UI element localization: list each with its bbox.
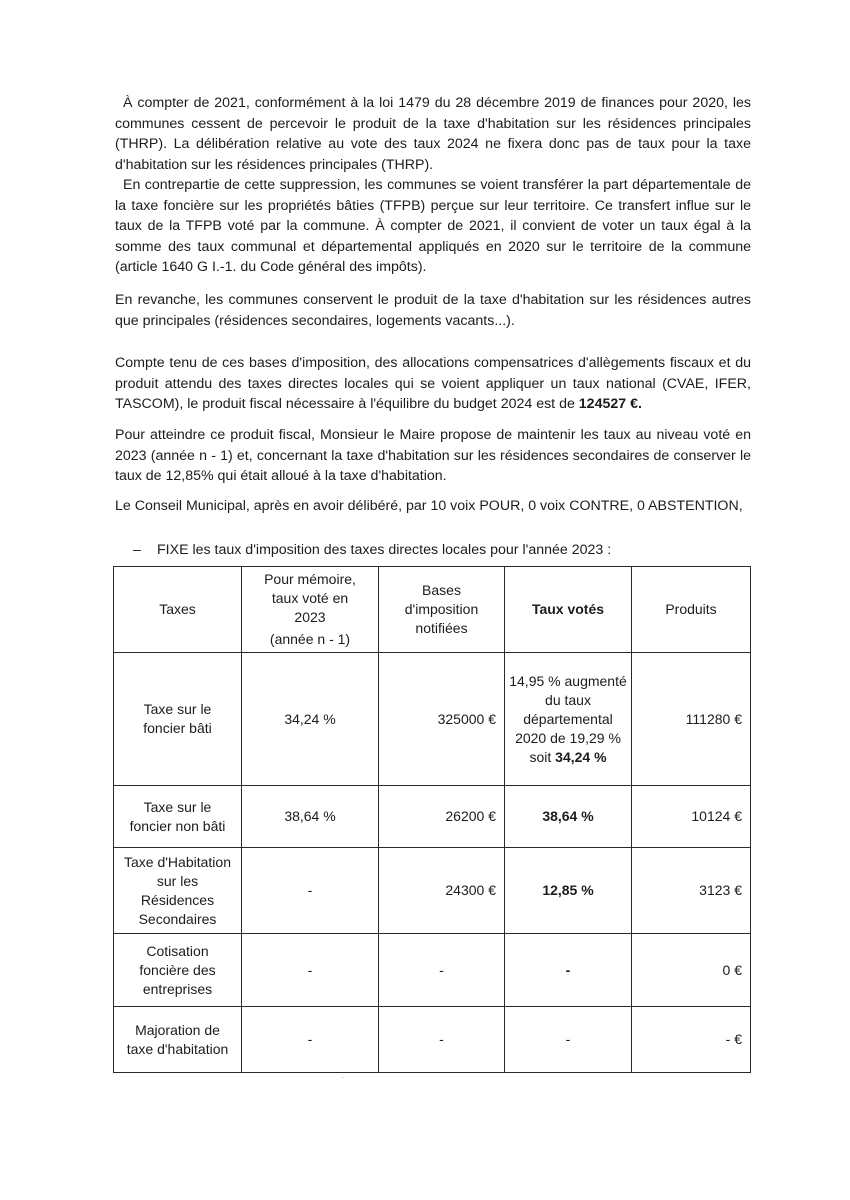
cell-taux [505,653,632,786]
cell-memoire: 34,24 % [242,653,379,786]
header-produits: Produits [632,567,751,653]
paragraph-compensation: En contrepartie de cette suppression, les communes se voient transférer la part départementale de la taxe foncière sur les propriétés bâties (TFPB) perçue sur leur territoire. Ce transfert influe sur le taux de la TFPB voté par la commune. À compter de 2021, il convient de voter un taux égal à la somme des taux communal et départemental appliqués en 2020 sur le territoire de la commune (article 1640 G I.-1. du Code général des impôts). [115,177,751,276]
bullet-fixe-taux [133,540,611,560]
paragraph-vote-conseil: Le Conseil Municipal, après en avoir délibéré, par 10 voix POUR, 0 voix CONTRE, 0 ABSTENTION, [115,498,743,514]
cell-produits: 0 € [632,934,751,1007]
cell-taxe: Cotisation foncière des entreprises [114,934,242,1007]
cell-taux: - [505,1007,632,1073]
table-row [114,848,751,934]
paragraph-produit-fiscal [115,353,751,415]
cell-produits: 3123 € [632,848,751,934]
table-row [114,1007,751,1073]
cell-bases: 26200 € [379,786,505,848]
cell-memoire: - [242,848,379,934]
cell-bases: 325000 € [379,653,505,786]
cell-produits: 111280 € [632,653,751,786]
produit-fiscal-amount: 124527 €. [578,396,642,413]
table-row [114,786,751,848]
cell-taxe: Taxe d'Habitation sur les Résidences Secondaires [114,848,242,934]
scan-speck: · [341,1072,344,1082]
header-taxes: Taxes [114,567,242,653]
bullet-text: FIXE les taux d'imposition des taxes directes locales pour l'année 2023 : [157,542,612,558]
cell-produits: - € [632,1007,751,1073]
cell-memoire: 38,64 % [242,786,379,848]
header-bases: Bases d'imposition notifiées [379,567,505,653]
paragraph-thrp: À compter de 2021, conformément à la loi 1479 du 28 décembre 2019 de finances pour 2020, les communes cessent de percevoir le produit de la taxe d'habitation sur les résidences principales (THRP). La délibération relative au vote des taux 2024 ne fixera donc pas de taux pour la taxe d'habitation sur les résidences principales (THRP). [115,95,751,173]
header-pour-memoire-main: Pour mémoire, taux voté en 2023 [264,571,356,625]
paragraph-proposition-maire: Pour atteindre ce produit fiscal, Monsieur le Maire propose de maintenir les taux au niveau voté en 2023 (année n - 1) et, concernant la taxe d'habitation sur les résidences secondaires de conserver le taux de 12,85% qui était alloué à la taxe d'habitation. [115,427,751,485]
cell-taxe: Taxe sur le foncier bâti [114,653,242,786]
produit-fiscal-text: Compte tenu de ces bases d'imposition, des allocations compensatrices d'allègements fiscaux et du produit attendu des taxes directes locales qui se voient appliquer un taux national (CVAE, IFER, TASCOM), le produit fiscal nécessaire à l'équilibre du budget 2024 est de [115,355,751,413]
taxes-table [113,566,751,1073]
cell-taux: 38,64 % [505,786,632,848]
cell-produits: 10124 € [632,786,751,848]
paragraph-residences-secondaires: En revanche, les communes conservent le produit de la taxe d'habitation sur les résidences autres que principales (résidences secondaires, logements vacants...). [115,292,751,329]
bullet-dash: – [133,542,141,558]
cell-taux-bold: 34,24 % [555,748,607,765]
cell-taxe: Majoration de taxe d'habitation [114,1007,242,1073]
cell-memoire: - [242,1007,379,1073]
cell-bases: 24300 € [379,848,505,934]
table-row [114,934,751,1007]
cell-taxe: Taxe sur le foncier non bâti [114,786,242,848]
cell-bases: - [379,934,505,1007]
cell-taux-text: 14,95 % augmenté du taux départemental 2020 de 19,29 % soit [509,672,627,765]
cell-taux: 12,85 % [505,848,632,934]
header-taux-votes: Taux votés [505,567,632,653]
cell-memoire: - [242,934,379,1007]
header-pour-memoire [242,567,379,653]
table-header-row [114,567,751,653]
cell-taux: - [505,934,632,1007]
cell-bases: - [379,1007,505,1073]
table-row [114,653,751,786]
header-pour-memoire-annee: (année n - 1) [269,631,351,647]
